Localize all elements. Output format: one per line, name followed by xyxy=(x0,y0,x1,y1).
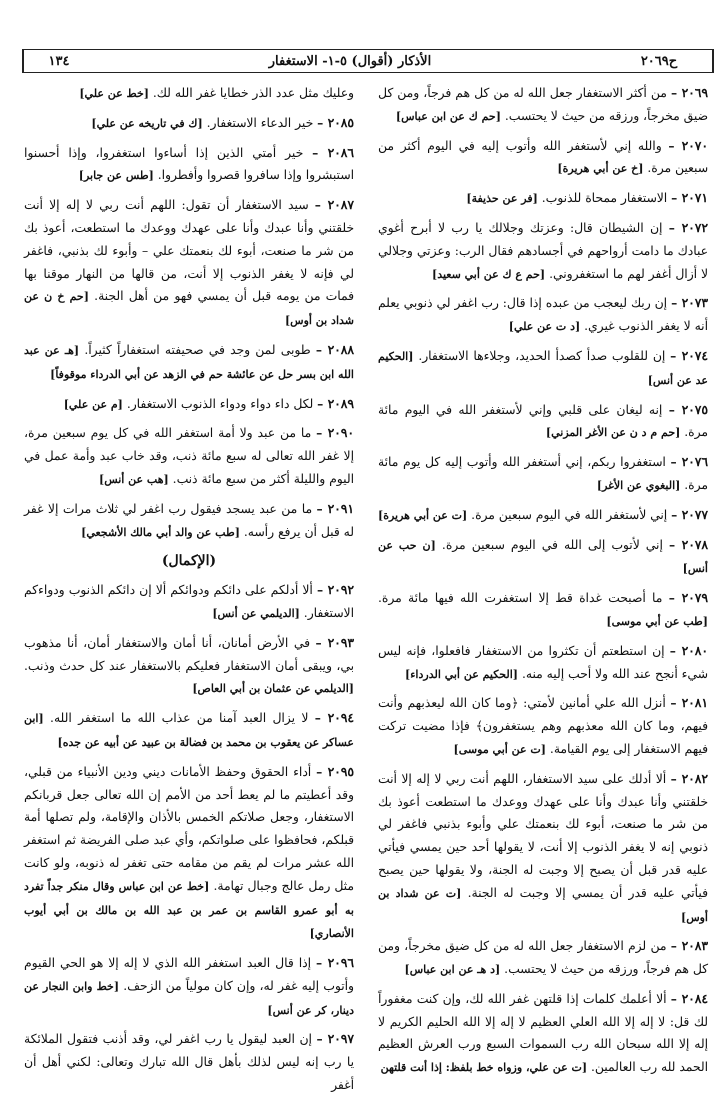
hadith-source: [ت عن شداد بن أوس] xyxy=(378,886,708,924)
hadith-text: إنه ليغان على قلبي وإني لأستغفر الله في اليوم مائة مرة. xyxy=(378,402,708,440)
hadith-text: إذا قال العبد استغفر الله الذي لا إله إلا هو الحي القيوم وأتوب إليه غفر له، وإن كان مولياً من الزحف. xyxy=(24,956,354,993)
hadith-entry xyxy=(378,399,708,446)
hadith-text: سيد الاستغفار أن تقول: اللهم أنت ربي لا إله إلا أنت خلقتني وأنا عبدك وأنا على عهدك ووعدك ما استطعت، أعوذ بك من شر ما صنعت، أبوء لك بنعمتك علي – وأبوء لك بذنبي، فاغفر لي فإنه لا يغفر الذنوب إلا أنت، من قالها من النهار موقنا بها فمات من يومه قبل أن يمسي فهو من أهل الجنة. xyxy=(24,198,354,304)
hadith-entry xyxy=(378,135,708,182)
hadith-entry xyxy=(24,498,354,545)
hadith-text: في الأرض أمانان، أنا أمان والاستغفار أمان، أنا مذهوب بي، ويبقى أمان الاستغفار فعليكم بالاستغفار عند كل حدث وذنب. xyxy=(24,635,354,673)
hadith-entry xyxy=(378,935,708,982)
hadith-number: ٢٠٩٠ – xyxy=(316,425,354,441)
hadith-source: [خط وابن النجار عن دينار، كر عن أنس] xyxy=(24,979,354,1017)
page-header xyxy=(22,49,714,73)
hadith-source: [ابن عساكر عن يعقوب بن محمد بن فضالة بن عبيد عن أبيه عن جده] xyxy=(24,712,354,749)
hadith-text: ألا أدلكم على دائكم ودوائكم ألا إن دائكم الذنوب ودواءكم الاستغفار. xyxy=(24,583,354,620)
hadith-entry xyxy=(24,579,354,626)
hadith-source: [ت عن أبي هريرة] xyxy=(378,508,468,522)
hadith-number: ٢٠٩٢ – xyxy=(316,582,354,598)
hadith-source: [حم ع ك عن أبي سعيد] xyxy=(431,267,546,281)
hadith-text: ما من عبد ولا أمة استغفر الله في كل يوم سبعين مرة، إلا غفر الله تعالى له سبع مائة ذنب، وقد خاب عبد وأمة عمل في اليوم والليلة أكثر من سبع مائة ذنب. xyxy=(24,426,354,486)
hadith-text: ما أصبحت غداة قط إلا استغفرت الله فيها مائة مرة. xyxy=(378,591,663,606)
hadith-text: والله إني لأستغفر الله وأتوب إليه في اليوم أكثر من سبعين مرة. xyxy=(378,138,708,176)
hadith-number: ٢٠٧٦ – xyxy=(670,454,708,470)
hadith-source: [هب عن أنس] xyxy=(98,472,169,486)
hadith-number: ٢٠٨٢ – xyxy=(670,770,708,786)
hadith-number: ٢٠٨٣ – xyxy=(670,938,708,954)
hadith-number: ٢٠٨٥ – xyxy=(317,114,354,130)
hadith-entry xyxy=(378,692,708,761)
hadith-source: [د هـ عن ابن عباس] xyxy=(404,963,501,977)
hadith-text: لكل داء دواء ودواء الذنوب الاستغفار. xyxy=(126,396,314,411)
hadith-entry xyxy=(378,504,708,528)
hadith-text: لا يزال العبد آمنا من عذاب الله ما استغفر الله. xyxy=(50,711,309,726)
hadith-entry xyxy=(378,768,708,930)
hadith-entry xyxy=(24,632,354,701)
hadith-entry xyxy=(378,82,708,129)
hadith-number: ٢٠٨٩ – xyxy=(317,395,354,411)
hadith-entry xyxy=(378,640,708,687)
hadith-text: ألا أعلمك كلمات إذا قلتهن غفر الله لك، وإن كنت مغفوراً لك قل: لا إله إلا الله العلي العظيم لا إله إلا الله الحليم الكريم لا إله إلا الله سبحان الله رب السموات السبع ورب العرش العظيم الحمد لله رب العالمين. xyxy=(378,991,708,1075)
hadith-source: [خط عن ابن عباس وقال منكر جداً تفرد به أبو عمرو القاسم بن عمر بن عبد الله بن مالك بن أبي أيوب الأنصاري] xyxy=(24,879,354,941)
hadith-text: إن استطعتم أن تكثروا من الاستغفار فافعلوا، فإنه ليس شيء أنجح عند الله ولا أحب إليه منه. xyxy=(378,643,708,681)
left-column-bottom xyxy=(24,579,354,1097)
hadith-number: ٢٠٧٧ – xyxy=(671,506,708,522)
hadith-text: إني لأتوب إلى الله في اليوم سبعين مرة. xyxy=(441,537,663,552)
header-title: الأذكار (أقوال) ٥-١- الاستغفار xyxy=(268,53,432,69)
hadith-number: ٢٠٧٩ – xyxy=(668,590,708,606)
hadith-number: ٢٠٨٨ – xyxy=(315,341,354,357)
hadith-entry xyxy=(24,761,354,946)
hadith-source: [ت عن علي، وزواه خط بلفظ: إذا أنت قلتهن xyxy=(380,1061,588,1075)
hadith-number: ٢٠٧٤ – xyxy=(670,347,708,363)
hadith-text: الاستغفار ممحاة للذنوب. xyxy=(541,191,668,206)
hadith-number: ٢٠٧٣ – xyxy=(671,295,708,311)
hadith-source: [الحكيم عن أبي الدرداء] xyxy=(405,667,519,681)
hadith-entry xyxy=(378,451,708,498)
hadith-entry xyxy=(24,112,354,136)
hadith-source: [م عن علي] xyxy=(63,397,123,411)
hadith-number: ٢٠٧٠ – xyxy=(668,137,708,153)
left-column xyxy=(24,82,354,1103)
hadith-source: [البغوي عن الأغر] xyxy=(596,478,681,492)
hadith-text: ما من عبد يسجد فيقول رب اغفر لي ثلاث مرات إلا غفر له قبل أن يرفع رأسه. xyxy=(24,501,354,539)
hadith-text: إني لأستغفر الله في اليوم سبعين مرة. xyxy=(471,507,668,522)
hadith-number: ٢٠٩٦ – xyxy=(316,955,354,971)
hadith-entry xyxy=(378,217,708,286)
hadith-source: [الحكيم عد عن أنس] xyxy=(378,349,708,387)
header-page-number: ١٣٤ xyxy=(23,50,94,72)
hadith-source: [حم خ ن عن شداد بن أوس] xyxy=(24,290,354,328)
hadith-text: إن الشيطان قال: وعزتك وجلالك يا رب لا أبرح أغوي عبادك ما دامت أرواحهم في أجسادهم فقال الرب: وعزتي وجلالي لا أزال أغفر لهم ما استغفروني. xyxy=(378,220,708,281)
hadith-source: [ك في تاريخه عن علي] xyxy=(91,116,203,130)
hadith-entry xyxy=(24,194,354,333)
hadith-source: [ت عن أبي موسى] xyxy=(453,742,546,756)
hadith-number: ٢٠٨٧ – xyxy=(314,197,354,213)
hadith-text: طوبى لمن وجد في صحيفته استغفاراً كثيراً. xyxy=(84,342,311,357)
hadith-entry xyxy=(24,142,354,189)
hadith-source: [الديلمي عن عثمان بن أبي العاص] xyxy=(192,682,354,696)
hadith-entry xyxy=(378,988,708,1080)
hadith-source: [طب عن والد أبي مالك الأشجعي] xyxy=(81,525,240,539)
hadith-number: ٢٠٩٧ – xyxy=(316,1031,354,1047)
hadith-text: خير أمتي الذين إذا أساءوا استغفروا، وإذا أحسنوا استبشروا وإذا سافروا قصروا وأفطروا. xyxy=(24,145,354,183)
hadith-source: [هـ عن عبد الله ابن بسر حل عن عائشة حم في الزهد عن أبي الدرداء موقوفاً] xyxy=(24,343,354,381)
hadith-entry xyxy=(24,707,354,755)
hadith-number: ٢٠٩٣ – xyxy=(315,634,354,650)
left-column-top xyxy=(24,82,354,544)
hadith-entry xyxy=(378,534,708,582)
hadith-source: [طس عن جابر] xyxy=(78,169,154,183)
hadith-number: ٢٠٨٤ – xyxy=(670,990,708,1006)
hadith-number: ٢٠٩٤ – xyxy=(314,710,354,726)
hadith-number: ٢٠٧١ – xyxy=(671,190,708,206)
hadith-source: [خط عن علي] xyxy=(79,87,149,100)
hadith-text: وعليك مثل عدد الذر خطايا غفر الله لك. xyxy=(152,86,354,100)
hadith-text: أداء الحقوق وحفظ الأمانات ديني ودين الأنبياء من قبلي، وقد أعطيتم ما لم يعط أحد من الأمم إن الله تعالى جعل قربانكم الاستغفار، وجعل صلاتكم الخمس بالأذان والإقامة، ولم تصلها أمة قبلكم، فحافظوا على صلواتكم، وأي عبد صلى الفريضة ثم استغفر الله عشر مرات لم يقم من مقامه حتى تغفر له ذنوبه، ولو كانت مثل رمل عالج وجبال تهامة. xyxy=(24,764,354,893)
hadith-entry xyxy=(378,292,708,339)
hadith-entry xyxy=(378,345,708,393)
hadith-number: ٢٠٩٥ – xyxy=(316,763,354,779)
hadith-number: ٢٠٨٦ – xyxy=(312,144,354,160)
hadith-number: ٢٠٦٩ – xyxy=(670,85,708,100)
right-column xyxy=(378,82,708,1086)
hadith-text: إن للقلوب صدأ كصدأ الحديد، وجلاءها الاستغفار. xyxy=(418,348,666,363)
hadith-number: ٢٠٧٨ – xyxy=(668,536,709,552)
hadith-entry xyxy=(24,1028,354,1096)
hadith-text: استغفروا ربكم، إني أستغفر الله وأتوب إليه كل يوم مائة مرة. xyxy=(378,455,708,492)
hadith-source: [فر عن حذيفة] xyxy=(466,192,538,206)
hadith-source: [الديلمي عن أنس] xyxy=(212,606,300,620)
hadith-text: من لزم الاستغفار جعل الله له من كل ضيق مخرجاً، ومن كل هم فرجاً، ورزقه من حيث لا يحتسب. xyxy=(378,939,708,977)
header-book-number: ح٢٠٦٩ xyxy=(606,50,713,72)
hadith-number: ٢٠٧٢ – xyxy=(668,219,708,235)
hadith-number: ٢٠٩١ – xyxy=(316,500,354,516)
hadith-entry xyxy=(378,187,708,211)
hadith-text: إن العبد ليقول يا رب اغفر لي، وقد أذنب فتقول الملائكة يا رب إنه ليس لذلك بأهل قال الله تبارك وتعالى: لكني أهل أن أغفر xyxy=(24,1032,354,1093)
hadith-source: [ن حب عن أنس] xyxy=(378,538,708,576)
hadith-entry xyxy=(24,82,354,106)
hadith-entry xyxy=(24,422,354,491)
hadith-source: [خ عن أبي هريرة] xyxy=(557,162,644,176)
hadith-entry xyxy=(378,587,708,634)
hadith-number: ٢٠٧٥ – xyxy=(668,401,708,417)
hadith-entry xyxy=(24,393,354,417)
hadith-text: من أكثر الاستغفار جعل الله له من كل هم فرجاً، ومن كل ضيق مخرجاً، ورزقه من حيث لا يحتسب. xyxy=(378,86,708,123)
hadith-entry xyxy=(24,339,354,387)
section-heading: (الإكمال) xyxy=(161,553,217,570)
hadith-source: [حم م د ن عن الأغر المزني] xyxy=(545,426,681,440)
hadith-text: أنزل الله علي أمانين لأمتي: ﴿وما كان الله ليعذبهم وأنت فيهم، وما كان الله معذبهم وهم يستغفرون﴾ فإذا مضيت تركت فيهم الاستغفار إلى يوم القيامة. xyxy=(378,696,708,756)
hadith-source: [د ت عن علي] xyxy=(508,320,581,334)
hadith-number: ٢٠٨١ – xyxy=(670,695,708,711)
hadith-source: [طب عن أبي موسى] xyxy=(606,614,708,628)
hadith-text: خير الدعاء الاستغفار. xyxy=(206,115,314,130)
hadith-source: [حم ك عن ابن عباس] xyxy=(395,109,501,123)
hadith-text: إن ربك ليعجب من عبده إذا قال: رب اغفر لي ذنوبي يعلم أنه لا يغفر الذنوب غيري. xyxy=(378,296,708,334)
hadith-text: ألا أدلك على سيد الاستغفار، اللهم أنت ربي لا إله إلا أنت خلقتني وأنا عبدك وأنا على عهدك ووعدك ما استطعت أعوذ بك من شر ما صنعت، أبوء لك بنعمتك علي وأبوء بذنبي فاغفر لي ذنوبي إنه لا يغفر الذنوب إلا أنت، لا يقولها أحد حين يمسي فيأتي عليه قدر قبل أن يصبح إلا وجبت له الجنة، ولا يقولها حين يصبح فيأتي عليه قدر أن يمسي إلا وجبت له الجنة. xyxy=(378,771,708,900)
hadith-entry xyxy=(24,952,354,1022)
hadith-number: ٢٠٨٠ – xyxy=(669,642,708,658)
